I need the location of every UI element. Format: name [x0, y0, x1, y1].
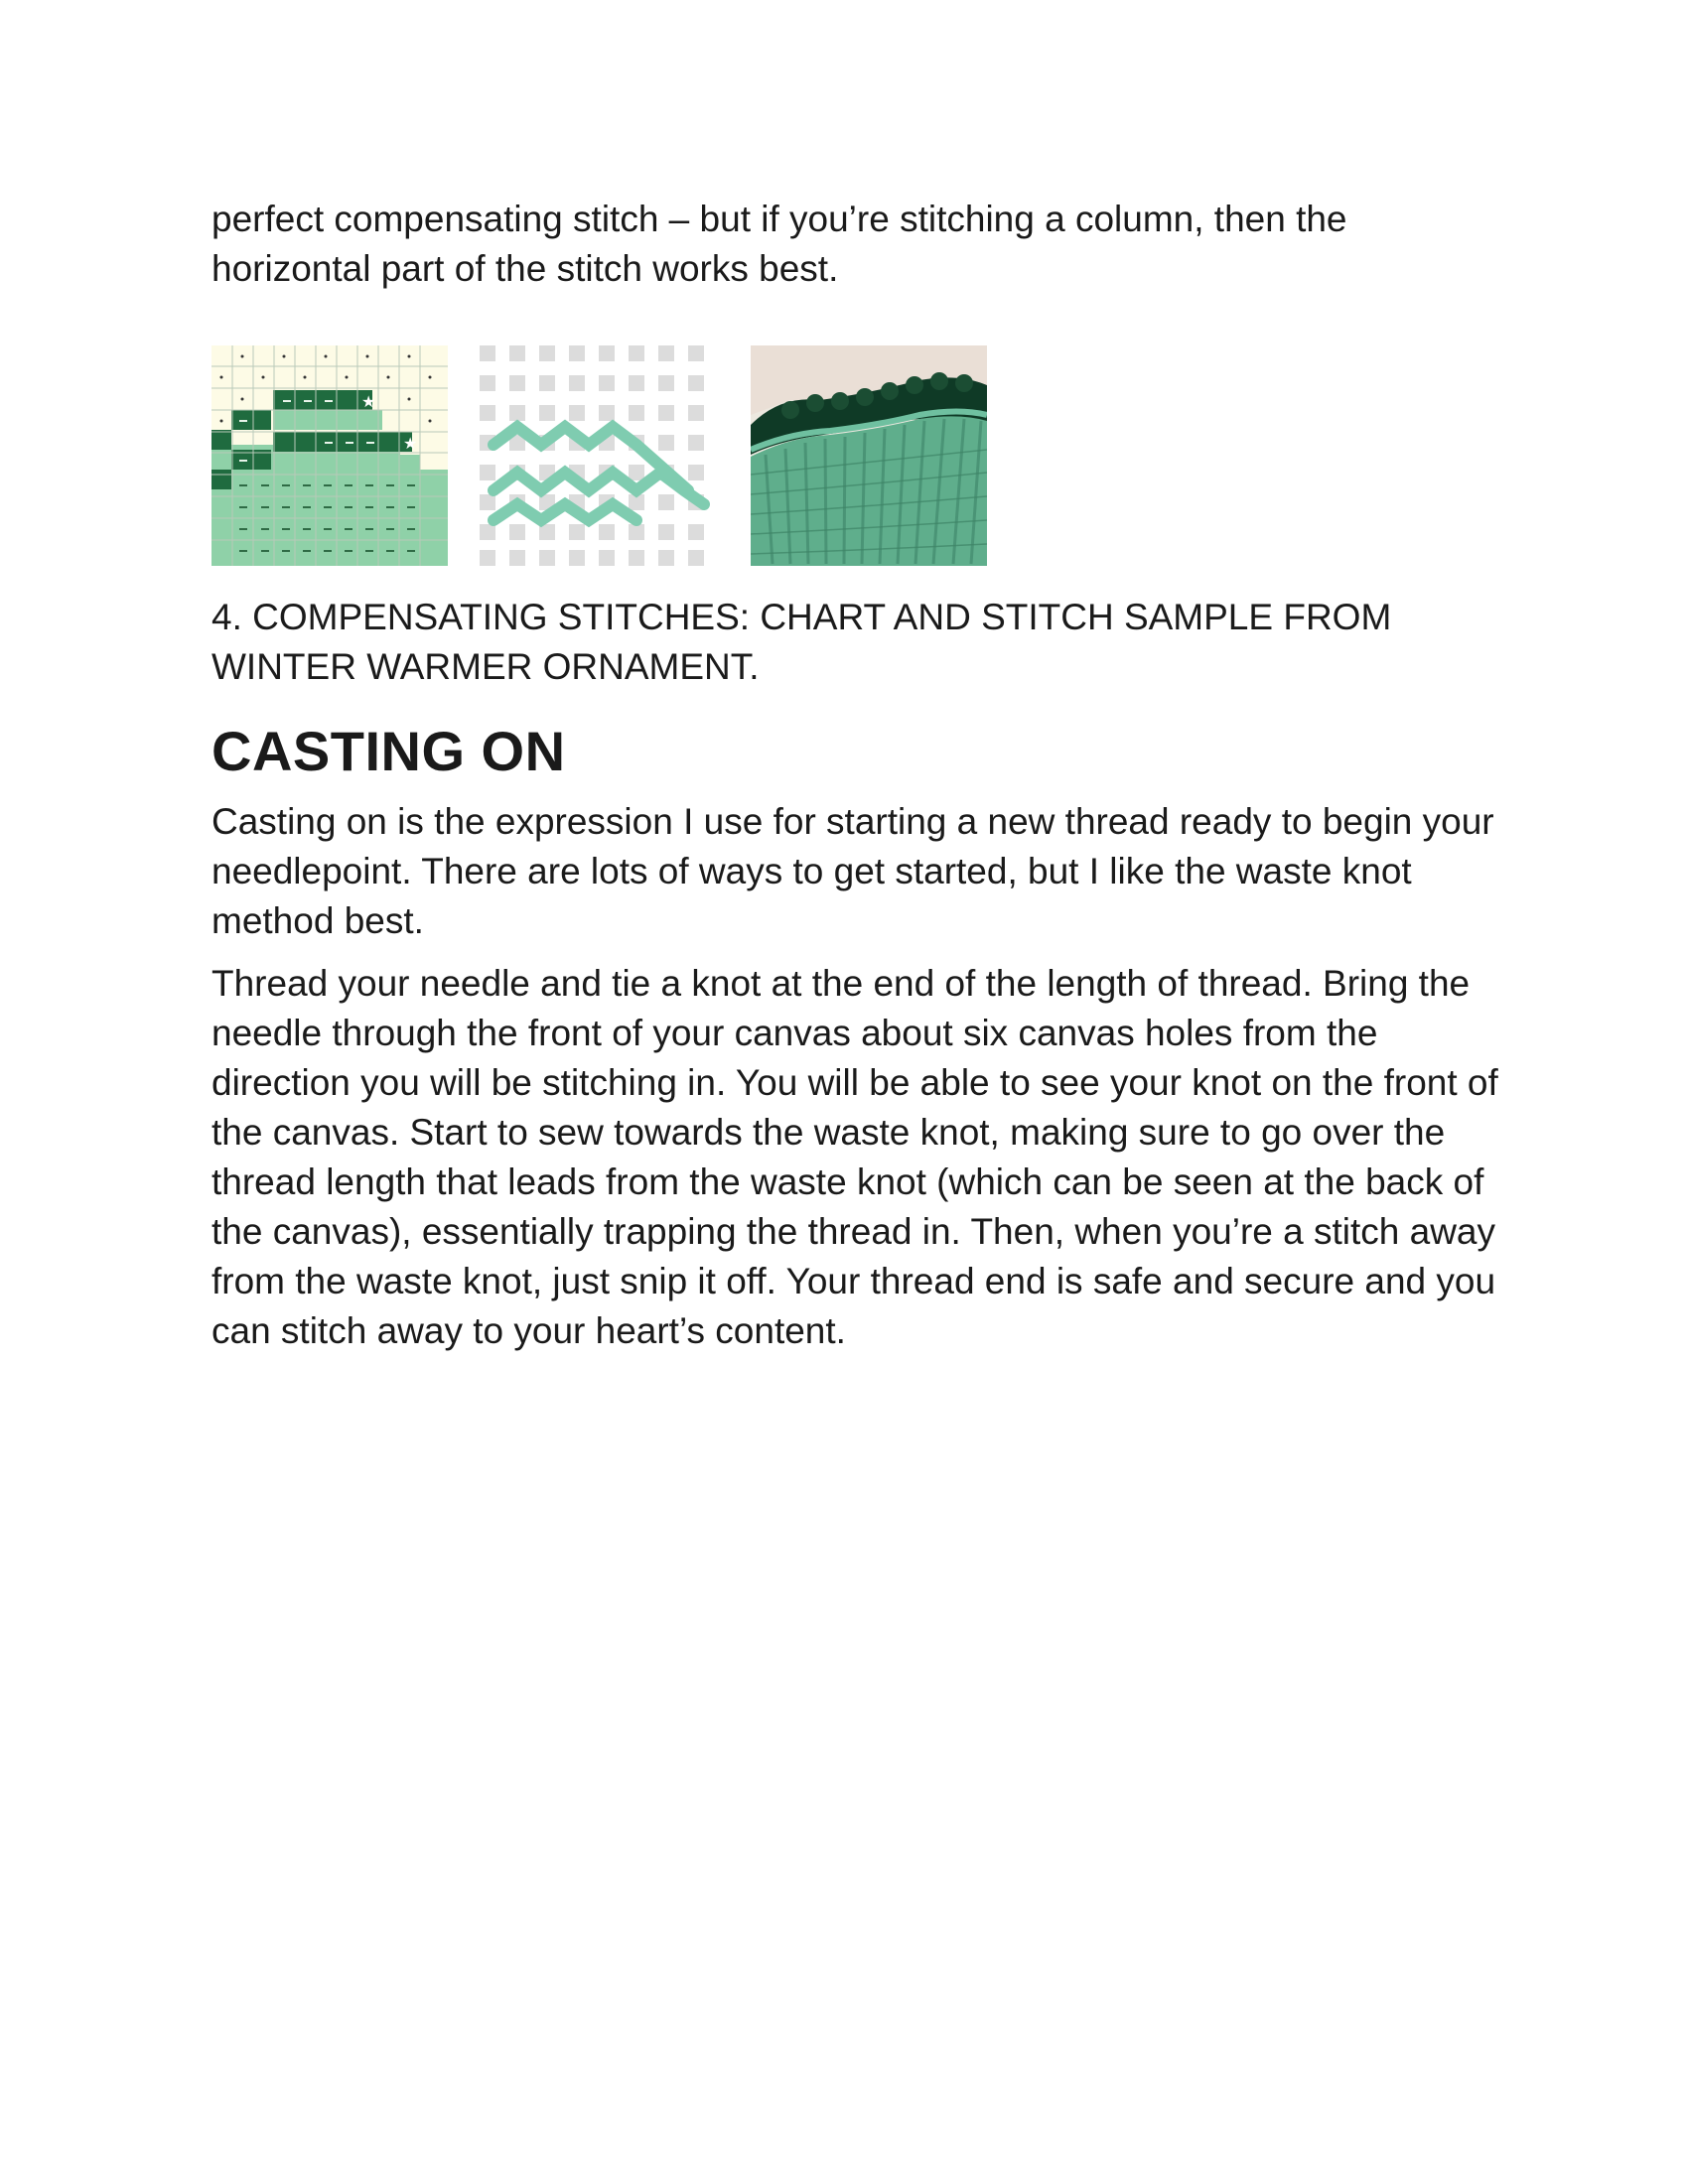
page-content: [211, 195, 1502, 1356]
svg-text:★: ★: [403, 434, 418, 453]
svg-text:★: ★: [361, 392, 376, 411]
body-paragraph: Casting on is the expression I use for starting a new thread ready to begin your needlepoint. There are lots of ways to get started, but I like the waste knot method best.: [211, 801, 1494, 941]
figure-caption: 4. COMPENSATING STITCHES: CHART AND STITCH SAMPLE FROM WINTER WARMER ORNAMENT.: [211, 597, 1392, 687]
stitch-diagram-image: [480, 345, 716, 566]
stitch-chart-image: [211, 345, 448, 566]
section-heading: CASTING ON: [211, 720, 566, 782]
intro-paragraph: perfect compensating stitch – but if you’re stitching a column, then the horizontal part of the stitch works best.: [211, 199, 1347, 289]
stitch-sample-photo: [751, 345, 987, 566]
body-paragraph: Thread your needle and tie a knot at the end of the length of thread. Bring the needle through the front of your canvas about six canvas holes from the direction you will be stitching in. You will be able to see your knot on the front of the canvas. Start to sew towards the waste knot, making sure to go over the thread length that leads from the waste knot (which can be seen at the back of the canvas), essentially trapping the thread in. Then, when you’re a stitch away from the waste knot, just snip it off. Your thread end is safe and secure and you can stitch away to your heart’s content.: [211, 963, 1498, 1351]
figure-row: [211, 345, 1502, 566]
